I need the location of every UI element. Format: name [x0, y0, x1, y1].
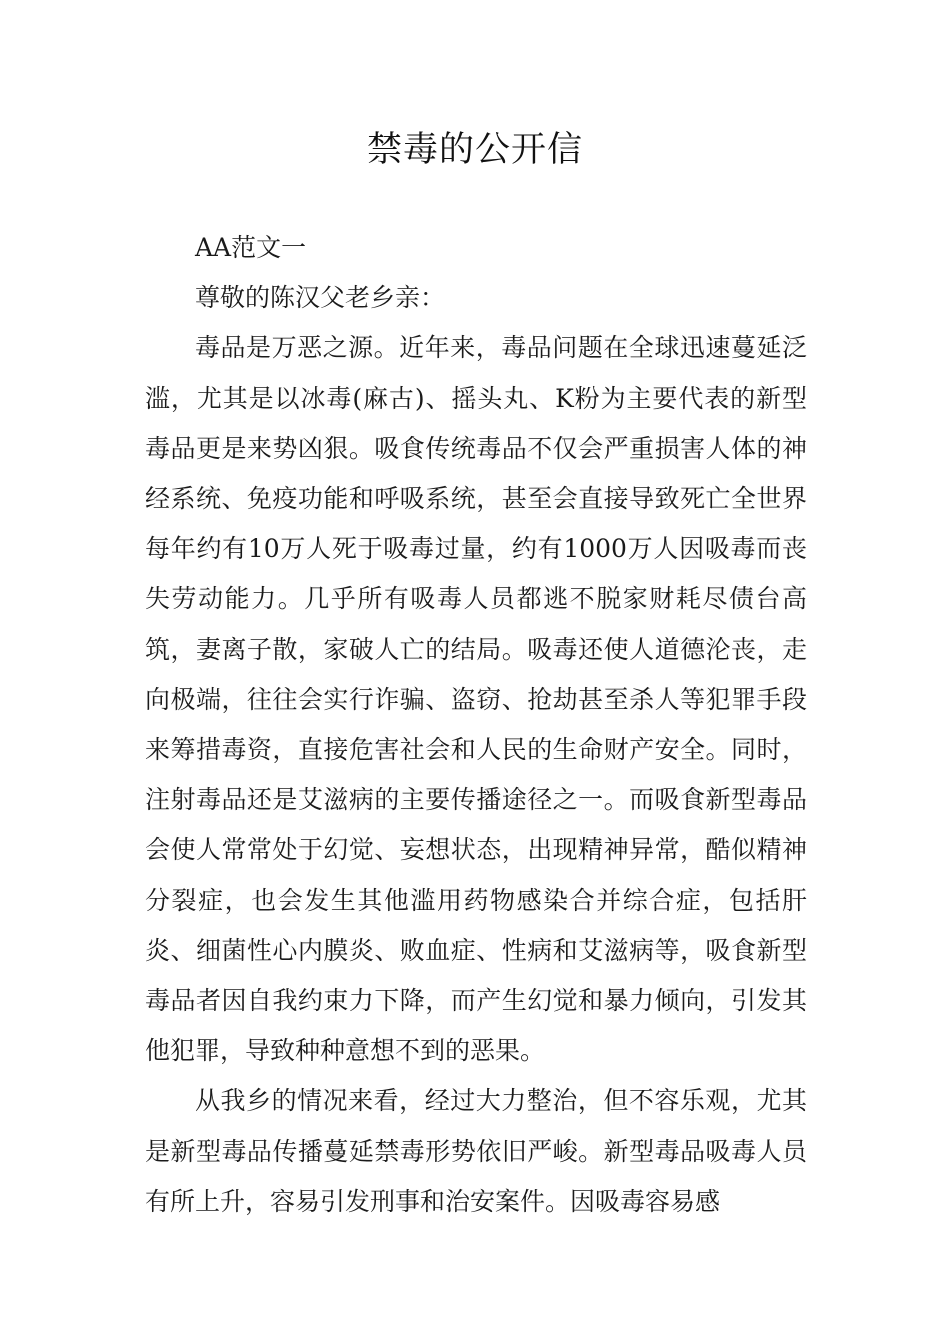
document-title: 禁毒的公开信 [366, 130, 583, 170]
paragraph: 毒品是万恶之源。近年来，毒品问题在全球迅速蔓延泛滥，尤其是以冰毒(麻古)、摇头丸、K粉为主要代表的新型毒品更是来势凶狠。吸食传统毒品不仅会严重损害人体的神经系统、免疫功能和呼吸系统，甚至会直接导致死亡全世界每年约有10万人死于吸毒过量，约有1000万人因吸毒而丧失劳动能力。几乎所有吸毒人员都逃不脱家财耗尽债台高筑，妻离子散，家破人亡的结局。吸毒还使人道德沦丧，走向极端，往往会实行诈骗、盗窃、抢劫甚至杀人等犯罪手段来筹措毒资，直接危害社会和人民的生命财产安全。同时，注射毒品还是艾滋病的主要传播途径之一。而吸食新型毒品会使人常常处于幻觉、妄想状态，出现精神异常，酷似精神分裂症，也会发生其他滥用药物感染合并综合症，包括肝炎、细菌性心内膜炎、败血症、性病和艾滋病等，吸食新型毒品者因自我约束力下降，而产生幻觉和暴力倾向，引发其他犯罪，导致种种意想不到的恶果。 [145, 333, 807, 1066]
paragraph: 从我乡的情况来看，经过大力整治，但不容乐观，尤其是新型毒品传播蔓延禁毒形势依旧严峻。新型毒品吸毒人员有所上升，容易引发刑事和治安案件。因吸毒容易感 [145, 1086, 807, 1216]
salutation: 尊敬的陈汉父老乡亲： [195, 283, 446, 313]
document-body [145, 223, 807, 1227]
document-subtitle: AA范文一 [195, 233, 307, 262]
